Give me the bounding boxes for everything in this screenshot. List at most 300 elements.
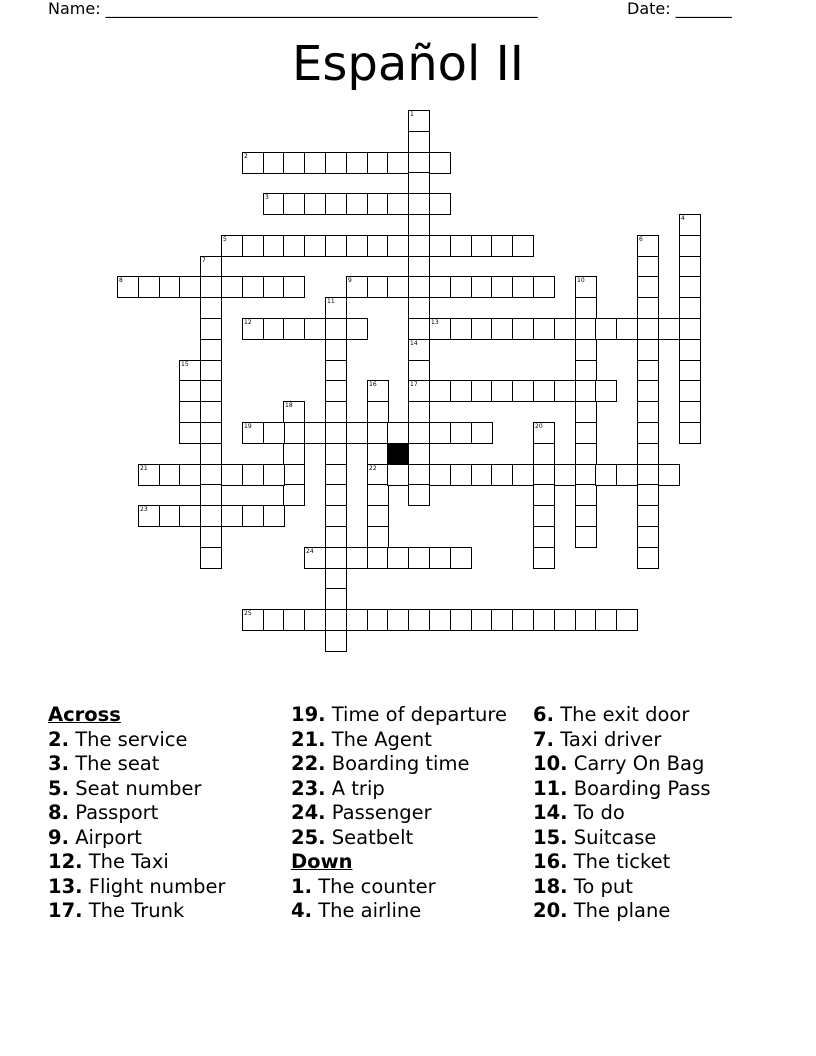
clue-text: Boarding time (331, 752, 470, 775)
grid-cell[interactable] (200, 526, 222, 548)
grid-cell[interactable] (325, 422, 347, 444)
grid-cell[interactable] (325, 505, 347, 527)
grid-cell[interactable] (387, 152, 409, 174)
grid-cell[interactable] (263, 152, 285, 174)
down-clue (533, 728, 773, 753)
clue-text: A trip (331, 776, 385, 800)
grid-cell[interactable] (408, 152, 430, 174)
grid-cell[interactable] (179, 505, 201, 527)
grid-cell[interactable] (325, 630, 347, 652)
clue-number-label: 19 (244, 423, 252, 430)
grid-cell[interactable] (408, 235, 430, 257)
grid-cell[interactable] (575, 318, 597, 340)
grid-cell[interactable] (637, 318, 659, 340)
grid-cell[interactable] (450, 422, 472, 444)
grid-cell[interactable] (367, 422, 389, 444)
grid-cell[interactable] (263, 505, 285, 527)
clue-text: To put (573, 874, 633, 898)
grid-cell[interactable] (679, 401, 701, 423)
clue-number-label: 21 (140, 465, 148, 472)
grid-cell[interactable] (533, 526, 555, 548)
grid-cell[interactable] (679, 276, 701, 298)
down-heading: Down (291, 850, 353, 873)
grid-cell[interactable] (637, 526, 659, 548)
grid-cell[interactable] (283, 276, 305, 298)
clue-number: 19. (291, 703, 326, 726)
grid-cell[interactable] (263, 276, 285, 298)
grid-cell[interactable] (429, 235, 451, 257)
grid-cell[interactable] (679, 422, 701, 444)
clue-number: 9. (48, 825, 69, 849)
grid-cell[interactable] (554, 464, 576, 486)
grid-cell[interactable] (637, 422, 659, 444)
grid-cell[interactable] (200, 505, 222, 527)
down-clue (533, 703, 773, 728)
clue-number-label: 18 (285, 402, 293, 409)
grid-cell[interactable] (263, 464, 285, 486)
grid-cell[interactable] (387, 609, 409, 631)
clue-number: 2. (48, 727, 69, 751)
grid-cell[interactable] (159, 464, 181, 486)
grid-cell[interactable] (616, 464, 638, 486)
grid-cell[interactable] (200, 464, 222, 486)
grid-cell[interactable] (200, 484, 222, 506)
clue-number: 22. (291, 752, 326, 775)
grid-cell[interactable] (346, 422, 368, 444)
grid-cell[interactable] (179, 276, 201, 298)
grid-cell[interactable] (304, 609, 326, 631)
grid-cell[interactable] (616, 609, 638, 631)
grid-cell[interactable] (283, 318, 305, 340)
grid-cell[interactable] (554, 380, 576, 402)
grid-cell[interactable] (450, 380, 472, 402)
grid-cell[interactable] (325, 464, 347, 486)
grid-cell[interactable] (491, 235, 513, 257)
grid-cell[interactable] (471, 380, 493, 402)
grid-cell[interactable] (325, 547, 347, 569)
across-clue (48, 777, 283, 802)
grid-cell[interactable] (367, 443, 389, 465)
grid-cell[interactable] (429, 547, 451, 569)
grid-cell[interactable] (471, 422, 493, 444)
name-field[interactable]: Name: ______________________________________________________ (48, 0, 538, 18)
grid-cell[interactable] (637, 360, 659, 382)
grid-cell[interactable] (533, 547, 555, 569)
grid-cell[interactable] (263, 318, 285, 340)
grid-cell[interactable] (595, 380, 617, 402)
grid-cell[interactable] (554, 318, 576, 340)
grid-cell[interactable] (575, 339, 597, 361)
clue-text: To do (573, 801, 625, 824)
across-heading: Across (48, 703, 121, 726)
clue-number-label: 15 (181, 361, 189, 368)
grid-cell[interactable] (283, 464, 305, 486)
grid-cell[interactable] (471, 609, 493, 631)
grid-cell[interactable] (637, 339, 659, 361)
grid-cell[interactable] (512, 235, 534, 257)
grid-cell[interactable] (325, 609, 347, 631)
clue-number: 15. (533, 825, 568, 849)
grid-cell[interactable] (200, 360, 222, 382)
date-field[interactable]: Date: _______ (627, 0, 732, 18)
grid-cell[interactable] (325, 235, 347, 257)
grid-cell[interactable] (471, 235, 493, 257)
grid-cell[interactable] (616, 318, 638, 340)
grid-cell[interactable] (346, 609, 368, 631)
grid-cell[interactable] (637, 297, 659, 319)
grid-cell[interactable] (367, 276, 389, 298)
grid-cell[interactable] (408, 297, 430, 319)
grid-cell[interactable] (408, 401, 430, 423)
grid-cell[interactable] (533, 505, 555, 527)
grid-cell[interactable] (450, 464, 472, 486)
clue-number: 23. (291, 776, 326, 800)
grid-cell[interactable] (429, 276, 451, 298)
grid-cell[interactable] (263, 422, 285, 444)
clue-text: Carry On Bag (573, 752, 705, 775)
grid-cell[interactable] (346, 193, 368, 215)
grid-cell[interactable] (408, 443, 430, 465)
grid-cell[interactable] (200, 339, 222, 361)
grid-cell[interactable] (346, 235, 368, 257)
grid-cell[interactable] (325, 588, 347, 610)
grid-cell[interactable] (408, 609, 430, 631)
grid-cell[interactable] (325, 152, 347, 174)
clue-number-label: 25 (244, 610, 252, 617)
grid-cell[interactable] (575, 380, 597, 402)
grid-cell[interactable] (387, 235, 409, 257)
grid-cell[interactable] (179, 422, 201, 444)
grid-cell[interactable] (658, 318, 680, 340)
filled-cell (387, 443, 409, 465)
grid-cell[interactable] (200, 422, 222, 444)
down-clue (291, 875, 526, 900)
down-clue (533, 777, 773, 802)
clue-column-1 (48, 703, 283, 924)
grid-cell[interactable] (637, 464, 659, 486)
grid-cell[interactable] (346, 547, 368, 569)
grid-cell[interactable] (325, 401, 347, 423)
down-clue (291, 899, 526, 924)
grid-cell[interactable] (637, 505, 659, 527)
grid-cell[interactable] (429, 609, 451, 631)
grid-cell[interactable] (575, 360, 597, 382)
grid-cell[interactable] (304, 152, 326, 174)
grid-cell[interactable] (159, 505, 181, 527)
clue-number: 18. (533, 874, 568, 898)
clue-text: The airline (318, 899, 422, 922)
grid-cell[interactable] (637, 276, 659, 298)
grid-cell[interactable] (575, 526, 597, 548)
grid-cell[interactable] (637, 443, 659, 465)
grid-cell[interactable] (179, 380, 201, 402)
clue-text: Airport (75, 825, 142, 849)
grid-cell[interactable] (408, 464, 430, 486)
grid-cell[interactable] (387, 464, 409, 486)
clue-number-label: 22 (369, 465, 377, 472)
grid-cell[interactable] (471, 276, 493, 298)
grid-cell[interactable] (491, 276, 513, 298)
clue-number-label: 3 (265, 194, 269, 201)
grid-cell[interactable] (679, 380, 701, 402)
grid-cell[interactable] (575, 297, 597, 319)
grid-cell[interactable] (304, 193, 326, 215)
across-clue (291, 728, 526, 753)
grid-cell[interactable] (200, 297, 222, 319)
clue-number: 25. (291, 825, 326, 849)
grid-cell[interactable] (408, 172, 430, 194)
grid-cell[interactable] (179, 464, 201, 486)
grid-cell[interactable] (304, 422, 326, 444)
grid-cell[interactable] (283, 443, 305, 465)
grid-cell[interactable] (471, 464, 493, 486)
grid-cell[interactable] (533, 318, 555, 340)
grid-cell[interactable] (325, 360, 347, 382)
grid-cell[interactable] (679, 339, 701, 361)
clue-number: 13. (48, 874, 83, 898)
clue-text: Suitcase (573, 825, 657, 849)
grid-cell[interactable] (408, 214, 430, 236)
down-clue (533, 875, 773, 900)
clue-number-label: 4 (681, 215, 685, 222)
grid-cell[interactable] (637, 484, 659, 506)
grid-cell[interactable] (575, 464, 597, 486)
clue-number-label: 20 (535, 423, 543, 430)
grid-cell[interactable] (325, 339, 347, 361)
grid-cell[interactable] (159, 276, 181, 298)
grid-cell[interactable] (283, 152, 305, 174)
grid-cell[interactable] (429, 152, 451, 174)
clue-number-label: 10 (577, 277, 585, 284)
grid-cell[interactable] (387, 422, 409, 444)
grid-cell[interactable] (450, 547, 472, 569)
grid-cell[interactable] (533, 484, 555, 506)
grid-cell[interactable] (533, 276, 555, 298)
grid-cell[interactable] (367, 152, 389, 174)
grid-cell[interactable] (575, 505, 597, 527)
grid-cell[interactable] (575, 609, 597, 631)
grid-cell[interactable] (283, 609, 305, 631)
grid-cell[interactable] (408, 360, 430, 382)
grid-cell[interactable] (283, 235, 305, 257)
grid-cell[interactable] (408, 422, 430, 444)
grid-cell[interactable] (387, 276, 409, 298)
grid-cell[interactable] (283, 422, 305, 444)
clue-text: The seat (75, 752, 160, 775)
grid-cell[interactable] (408, 131, 430, 153)
clue-number-label: 16 (369, 381, 377, 388)
down-clue (533, 850, 773, 875)
grid-cell[interactable] (533, 609, 555, 631)
grid-cell[interactable] (491, 464, 513, 486)
grid-cell[interactable] (346, 318, 368, 340)
across-clue (48, 899, 283, 924)
grid-cell[interactable] (429, 193, 451, 215)
grid-cell[interactable] (512, 609, 534, 631)
grid-cell[interactable] (325, 568, 347, 590)
across-clue (48, 801, 283, 826)
grid-cell[interactable] (304, 235, 326, 257)
grid-cell[interactable] (595, 609, 617, 631)
clue-number-label: 24 (306, 548, 314, 555)
across-clue (48, 826, 283, 851)
grid-cell[interactable] (242, 505, 264, 527)
grid-cell[interactable] (512, 464, 534, 486)
grid-cell[interactable] (408, 547, 430, 569)
clue-number: 12. (48, 850, 83, 873)
grid-cell[interactable] (367, 235, 389, 257)
grid-cell[interactable] (408, 484, 430, 506)
clue-number-label: 11 (327, 298, 335, 305)
grid-cell[interactable] (471, 318, 493, 340)
clue-column-3 (533, 703, 773, 924)
grid-cell[interactable] (429, 422, 451, 444)
clue-number: 7. (533, 727, 554, 751)
grid-cell[interactable] (679, 256, 701, 278)
clue-number: 17. (48, 899, 83, 922)
grid-cell[interactable] (179, 401, 201, 423)
clue-number: 11. (533, 776, 568, 800)
clue-number: 4. (291, 899, 312, 922)
grid-cell[interactable] (325, 318, 347, 340)
grid-cell[interactable] (491, 318, 513, 340)
clue-number-label: 8 (119, 277, 123, 284)
grid-cell[interactable] (367, 609, 389, 631)
grid-cell[interactable] (637, 256, 659, 278)
grid-cell[interactable] (408, 276, 430, 298)
clue-text: Taxi driver (560, 727, 662, 751)
grid-cell[interactable] (533, 380, 555, 402)
across-clue (291, 826, 526, 851)
clue-number-label: 9 (348, 277, 352, 284)
clue-number: 14. (533, 801, 568, 824)
across-clue (48, 728, 283, 753)
grid-cell[interactable] (242, 464, 264, 486)
clue-number: 1. (291, 874, 312, 898)
grid-cell[interactable] (367, 193, 389, 215)
grid-cell[interactable] (658, 464, 680, 486)
across-clue (291, 801, 526, 826)
grid-cell[interactable] (575, 401, 597, 423)
grid-cell[interactable] (679, 318, 701, 340)
grid-cell[interactable] (408, 318, 430, 340)
grid-cell[interactable] (367, 505, 389, 527)
clue-text: Seatbelt (331, 825, 414, 849)
clue-text: The Trunk (88, 899, 185, 922)
grid-cell[interactable] (367, 401, 389, 423)
grid-cell[interactable] (367, 547, 389, 569)
grid-cell[interactable] (429, 380, 451, 402)
clue-text: Seat number (75, 776, 202, 800)
grid-cell[interactable] (491, 609, 513, 631)
grid-cell[interactable] (637, 547, 659, 569)
grid-cell[interactable] (679, 360, 701, 382)
grid-cell[interactable] (263, 235, 285, 257)
grid-cell[interactable] (575, 422, 597, 444)
grid-cell[interactable] (575, 484, 597, 506)
grid-cell[interactable] (200, 318, 222, 340)
clue-column-2 (291, 703, 526, 924)
grid-cell[interactable] (595, 318, 617, 340)
down-clue (533, 752, 773, 777)
clue-number-label: 1 (410, 111, 414, 118)
clue-number: 24. (291, 801, 326, 824)
grid-cell[interactable] (533, 464, 555, 486)
grid-cell[interactable] (304, 318, 326, 340)
grid-cell[interactable] (200, 380, 222, 402)
clue-number-label: 13 (431, 319, 439, 326)
grid-cell[interactable] (242, 235, 264, 257)
grid-cell[interactable] (450, 609, 472, 631)
grid-cell[interactable] (325, 526, 347, 548)
grid-cell[interactable] (408, 256, 430, 278)
clue-number-label: 17 (410, 381, 418, 388)
grid-cell[interactable] (221, 464, 243, 486)
grid-cell[interactable] (200, 547, 222, 569)
grid-cell[interactable] (138, 276, 160, 298)
grid-cell[interactable] (450, 235, 472, 257)
clue-number-label: 23 (140, 506, 148, 513)
grid-cell[interactable] (221, 276, 243, 298)
grid-cell[interactable] (512, 380, 534, 402)
grid-cell[interactable] (283, 484, 305, 506)
grid-cell[interactable] (679, 297, 701, 319)
grid-cell[interactable] (512, 318, 534, 340)
grid-cell[interactable] (325, 443, 347, 465)
grid-cell[interactable] (512, 276, 534, 298)
grid-cell[interactable] (450, 276, 472, 298)
grid-cell[interactable] (283, 193, 305, 215)
grid-cell[interactable] (242, 276, 264, 298)
clue-text: Time of departure (331, 703, 507, 726)
clue-number: 21. (291, 727, 326, 751)
clue-number: 3. (48, 752, 69, 775)
clue-number-label: 12 (244, 319, 252, 326)
across-clue (291, 703, 526, 728)
grid-cell[interactable] (325, 484, 347, 506)
grid-cell[interactable] (595, 464, 617, 486)
grid-cell[interactable] (554, 609, 576, 631)
grid-cell[interactable] (533, 443, 555, 465)
grid-cell[interactable] (200, 401, 222, 423)
grid-cell[interactable] (429, 464, 451, 486)
grid-cell[interactable] (637, 401, 659, 423)
grid-cell[interactable] (679, 235, 701, 257)
grid-cell[interactable] (367, 526, 389, 548)
clue-number: 10. (533, 752, 568, 775)
grid-cell[interactable] (491, 380, 513, 402)
clue-number: 5. (48, 776, 69, 800)
grid-cell[interactable] (325, 193, 347, 215)
grid-cell[interactable] (575, 443, 597, 465)
clue-number: 20. (533, 899, 568, 922)
clue-text: The ticket (573, 850, 671, 873)
grid-cell[interactable] (221, 505, 243, 527)
grid-cell[interactable] (346, 152, 368, 174)
page-title: Español II (292, 36, 524, 92)
grid-cell[interactable] (637, 380, 659, 402)
grid-cell[interactable] (200, 443, 222, 465)
grid-cell[interactable] (387, 193, 409, 215)
clue-number: 16. (533, 850, 568, 873)
grid-cell[interactable] (325, 380, 347, 402)
grid-cell[interactable] (200, 276, 222, 298)
grid-cell[interactable] (263, 609, 285, 631)
grid-cell[interactable] (367, 484, 389, 506)
grid-cell[interactable] (387, 547, 409, 569)
grid-cell[interactable] (408, 193, 430, 215)
grid-cell[interactable] (450, 318, 472, 340)
